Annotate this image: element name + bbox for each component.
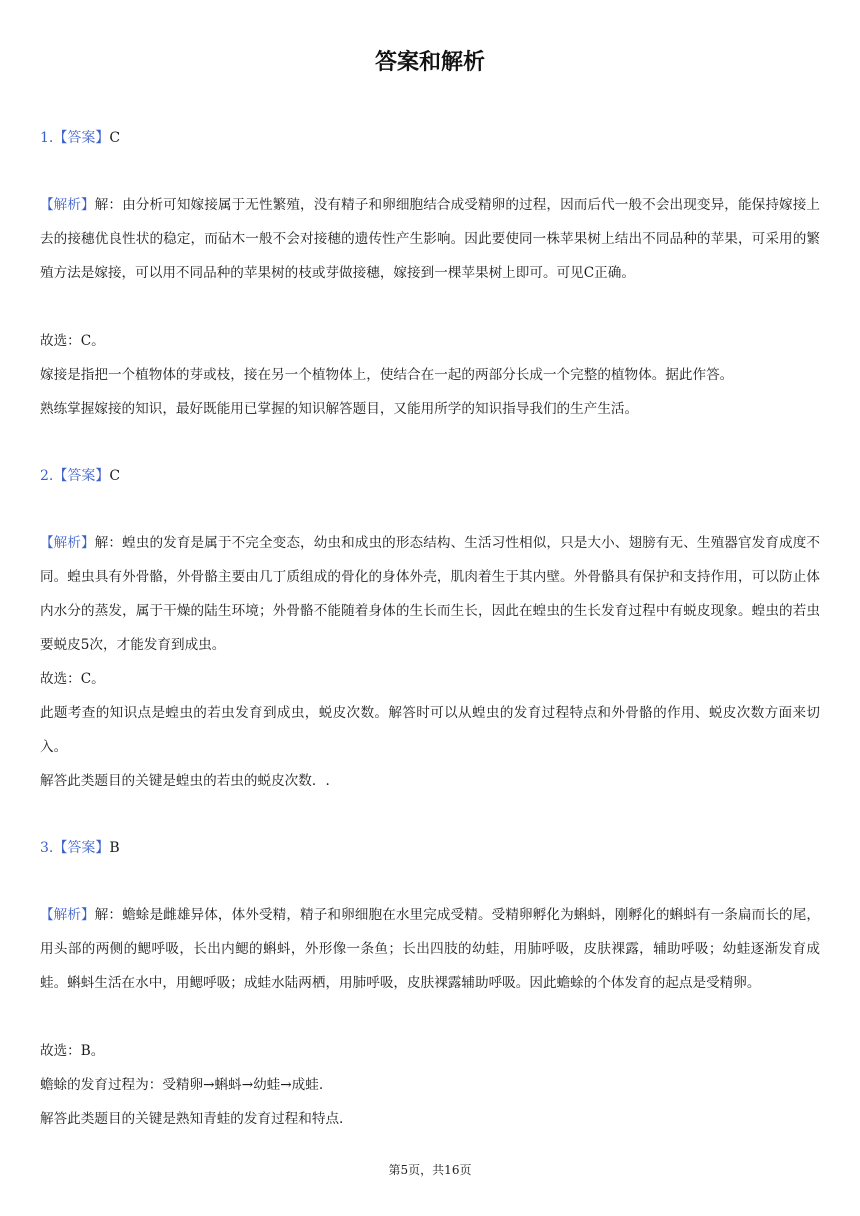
choice-line-q3: 故选：B。	[40, 1043, 105, 1059]
note-line: 此题考查的知识点是蝗虫的若虫发育到成虫，蜕皮次数。解答时可以从蝗虫的发育过程特点和外骨骼的作用、蜕皮次数方面来切入。	[40, 705, 820, 755]
question-number: 3.	[40, 840, 54, 856]
answer-value: B	[109, 840, 120, 856]
analysis-text: 解：由分析可知嫁接属于无性繁殖，没有精子和卵细胞结合成受精卵的过程，因而后代一般不会出现变异，能保持嫁接上去的接穗优良性状的稳定，而砧木一般不会对接穗的遗传性产生影响。因此要使同一株苹果树上结出不同品种的苹果，可采用的繁殖方法是嫁接，可以用不同品种的苹果树的枝或芽做接穗，嫁接到一棵苹果树上即可。可见C正确。	[40, 197, 821, 281]
answer-value: C	[109, 468, 121, 484]
answer-tag: 【答案】	[53, 468, 110, 484]
analysis-tag: 【解析】	[40, 907, 95, 923]
choice-line-q1: 故选：C。	[40, 333, 105, 349]
note-line: 解答此类题目的关键是蝗虫的若虫的蜕皮次数．.	[40, 773, 330, 789]
note-line: 嫁接是指把一个植物体的芽或枝，接在另一个植物体上，使结合在一起的两部分长成一个完整的植物体。据此作答。	[40, 367, 734, 383]
analysis-paragraph-q2	[40, 526, 820, 662]
analysis-tag: 【解析】	[40, 535, 95, 551]
analysis-paragraph-q1	[40, 188, 820, 290]
note-line: 蟾蜍的发育过程为：受精卵→蝌蚪→幼蛙→成蛙.	[40, 1077, 324, 1093]
choice-line-q2: 故选：C。	[40, 671, 105, 687]
answer-tag: 【答案】	[53, 840, 110, 856]
answer-value: C	[109, 130, 121, 146]
note-line: 熟练掌握嫁接的知识，最好既能用已掌握的知识解答题目，又能用所学的知识指导我们的生产生活。	[40, 401, 639, 417]
answer-line-q1	[40, 126, 120, 150]
analysis-paragraph-q3	[40, 898, 820, 1000]
analysis-text: 解：蝗虫的发育是属于不完全变态，幼虫和成虫的形态结构、生活习性相似，只是大小、翅膀有无、生殖器官发育成度不同。蝗虫具有外骨骼，外骨骼主要由几丁质组成的骨化的身体外壳，肌肉着生于其内壁。外骨骼具有保护和支持作用，可以防止体内水分的蒸发，属于干燥的陆生环境；外骨骼不能随着身体的生长而生长，因此在蝗虫的生长发育过程中有蜕皮现象。蝗虫的若虫要蜕皮5次，才能发育到成虫。	[40, 535, 821, 653]
answer-line-q2	[40, 464, 120, 488]
analysis-text: 解：蟾蜍是雌雄异体，体外受精，精子和卵细胞在水里完成受精。受精卵孵化为蝌蚪，刚孵化的蝌蚪有一条扁而长的尾，用头部的两侧的鳃呼吸，长出内鳃的蝌蚪，外形像一条鱼；长出四肢的幼蛙，用肺呼吸，皮肤裸露，辅助呼吸；幼蛙逐渐发育成蛙。蝌蚪生活在水中，用鳃呼吸；成蛙水陆两栖，用肺呼吸，皮肤裸露辅助呼吸。因此蟾蜍的个体发育的起点是受精卵。	[40, 907, 821, 991]
page-title: 答案和解析	[374, 50, 485, 75]
answer-tag: 【答案】	[53, 130, 110, 146]
page-footer: 第5页，共16页	[388, 1163, 472, 1177]
analysis-tag: 【解析】	[40, 197, 95, 213]
answer-line-q3	[40, 836, 120, 860]
question-number: 2.	[40, 468, 54, 484]
question-number: 1.	[40, 130, 54, 146]
note-line: 解答此类题目的关键是熟知青蛙的发育过程和特点.	[40, 1111, 344, 1127]
